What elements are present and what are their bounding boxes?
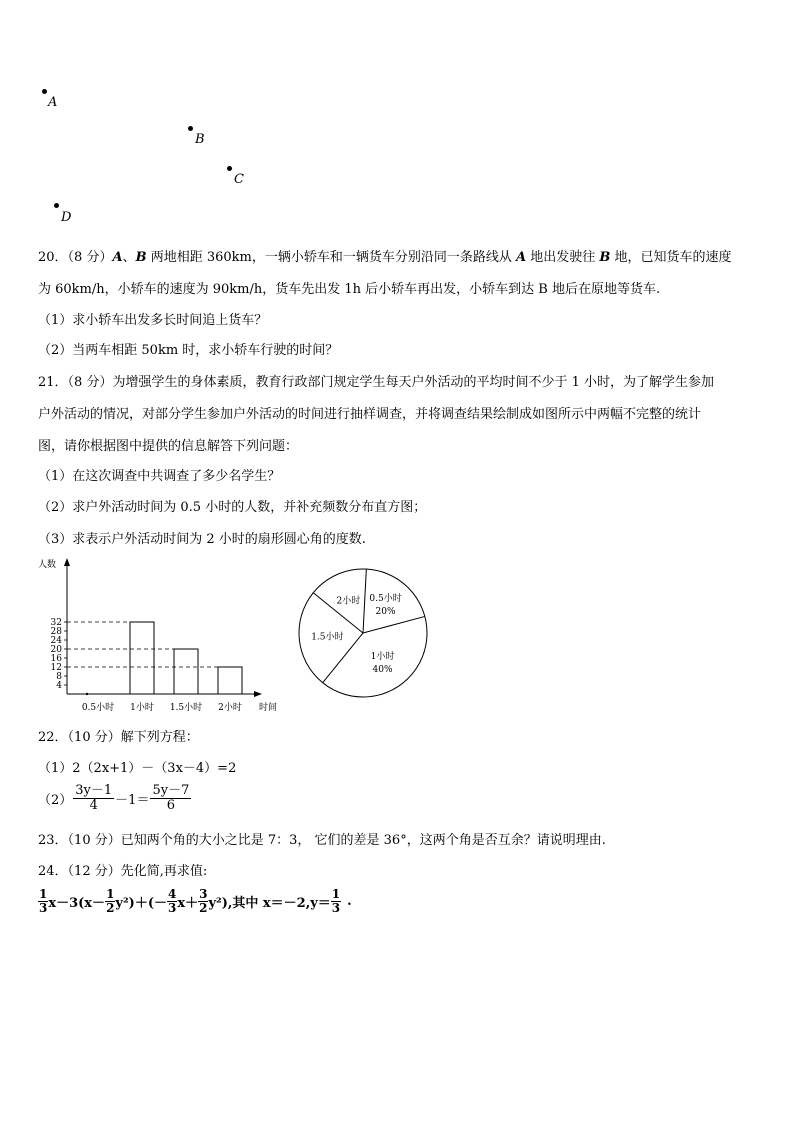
q22-left-fraction xyxy=(73,784,114,813)
y-tick-label: 4 xyxy=(56,681,62,691)
y-axis-label: 人数 xyxy=(38,560,57,570)
q24-frac4-num: 3 xyxy=(199,887,208,901)
category-label: 1小时 xyxy=(130,703,154,713)
pie-slice-label: 1.5小时 xyxy=(311,632,344,643)
y-tick-label: 24 xyxy=(50,636,62,646)
category-label: 1.5小时 xyxy=(169,703,203,713)
q20-sub2: （2）当两车相距 50km 时，求小轿车行驶的时间？ xyxy=(38,343,339,358)
q22-line1: 22．（10 分）解下列方程： xyxy=(38,730,199,745)
q24-frac2 xyxy=(105,888,115,915)
q24-frac5 xyxy=(331,888,341,915)
q24-expression xyxy=(38,888,352,915)
q22-sub2-prefix: （2） xyxy=(38,793,73,808)
x-axis-label: 时间 xyxy=(259,703,278,713)
histogram-bar xyxy=(130,622,154,694)
point-d-label: D xyxy=(61,210,72,225)
point-d-dot xyxy=(54,203,59,208)
q20-number: 20．（8 分） xyxy=(38,250,113,265)
point-a-dot xyxy=(42,89,47,94)
histogram-empty-marker xyxy=(86,693,88,695)
q20-text2: 地出发驶往 xyxy=(526,250,600,265)
q21-sub2: （2）求户外活动时间为 0.5 小时的人数，并补充频数分布直方图； xyxy=(38,500,427,515)
y-tick-label: 32 xyxy=(50,618,62,628)
point-c-dot xyxy=(227,166,232,171)
q24-term2: y²)＋(－ xyxy=(115,896,167,911)
point-b-dot xyxy=(188,126,193,131)
q22-right-denominator: 6 xyxy=(166,798,176,813)
histogram-bar xyxy=(218,667,242,694)
pie-slice-boundary xyxy=(363,616,425,633)
q20-line2: 为 60km/h，小轿车的速度为 90km/h，货车先出发 1h 后小轿车再出发，小轿车到达 B 地后在原地等货车. xyxy=(38,282,661,297)
q23-line1: 23．（10 分）已知两个角的大小之比是 7：3， 它们的差是 36°，这两个角是否互余？请说明理由. xyxy=(38,833,606,848)
q21-sub3: （3）求表示户外活动时间为 2 小时的扇形圆心角的度数. xyxy=(38,532,366,547)
q22-sub1: （1）2（2x+1）－（3x－4）=2 xyxy=(38,761,237,776)
pie-slice-boundary xyxy=(363,569,366,633)
q24-frac4-den: 2 xyxy=(199,901,208,915)
q22-sub2-mid: －1＝ xyxy=(115,793,150,808)
histogram-bar xyxy=(174,649,198,694)
q20-point-a: A xyxy=(112,250,123,265)
y-tick-label: 16 xyxy=(50,654,62,664)
q24-frac4 xyxy=(198,888,208,915)
q20-text3: 地，已知货车的速度 xyxy=(610,250,732,265)
y-tick-label: 20 xyxy=(50,645,62,655)
q21-sub1: （1）在这次调查中共调查了多少名学生？ xyxy=(38,469,281,484)
point-c-label: C xyxy=(234,172,244,187)
q24-term4: y²),其中 x＝－2,y＝ xyxy=(208,896,331,911)
pie-slice-label: 0.5小时 xyxy=(369,594,402,605)
q24-term5: . xyxy=(347,894,352,909)
q24-frac3-num: 4 xyxy=(167,887,177,901)
q22-right-numerator: 5y－7 xyxy=(152,783,190,798)
point-a-label: A xyxy=(48,95,58,110)
q24-term1: x－3(x－ xyxy=(48,896,106,911)
q20-text1: 两地相距 360km，一辆小轿车和一辆货车分别沿同一条路线从 xyxy=(146,250,516,265)
q24-frac1-den: 3 xyxy=(39,901,48,915)
q24-frac2-num: 1 xyxy=(106,887,115,901)
q20-point-b2: B xyxy=(599,250,611,265)
pie-slice-label: 1小时 xyxy=(370,652,395,663)
q20-point-b: B xyxy=(135,250,147,265)
q22-left-numerator: 3y－1 xyxy=(75,783,113,798)
q24-frac5-den: 3 xyxy=(331,901,341,915)
q24-line1: 24．（12 分）先化简,再求值: xyxy=(38,864,208,879)
category-label: 2小时 xyxy=(218,703,242,713)
q24-frac1 xyxy=(38,888,48,915)
q24-frac1-num: 1 xyxy=(39,887,48,901)
q20-sub1: （1）求小轿车出发多长时间追上货车？ xyxy=(38,313,268,328)
y-tick-label: 28 xyxy=(50,627,62,637)
q20-point-a2: A xyxy=(515,250,527,265)
pie-slice-percent: 20% xyxy=(375,607,396,618)
q24-term3: x＋ xyxy=(177,896,199,911)
q24-frac5-num: 1 xyxy=(331,887,341,901)
y-tick-label: 8 xyxy=(56,672,62,682)
y-tick-label: 12 xyxy=(50,663,62,673)
q22-sub2 xyxy=(38,784,192,813)
q22-left-denominator: 4 xyxy=(89,798,98,813)
q20-sep: 、 xyxy=(122,250,136,265)
point-b-label: B xyxy=(195,132,205,147)
q21-line2: 户外活动的情况，对部分学生参加户外活动的时间进行抽样调查，并将调查结果绘制成如图所示中两幅不完整的统计 xyxy=(38,407,702,422)
pie-slice-percent: 40% xyxy=(372,665,393,676)
pie-chart xyxy=(290,562,440,707)
q24-frac2-den: 2 xyxy=(106,901,115,915)
x-axis-arrow xyxy=(254,691,262,697)
q21-line1: 21．（8 分）为增强学生的身体素质，教育行政部门规定学生每天户外活动的平均时间不少于 1 小时，为了解学生参加 xyxy=(38,375,714,390)
q24-frac3 xyxy=(167,888,177,915)
q20-line1 xyxy=(38,250,731,266)
category-label: 0.5小时 xyxy=(81,703,115,713)
y-axis-arrow xyxy=(64,558,70,566)
q21-line3: 图，请你根据图中提供的信息解答下列问题： xyxy=(38,439,299,454)
histogram-chart xyxy=(34,555,284,720)
pie-slice-label: 2小时 xyxy=(336,596,361,607)
q22-right-fraction xyxy=(150,784,191,813)
q24-frac3-den: 3 xyxy=(167,901,177,915)
